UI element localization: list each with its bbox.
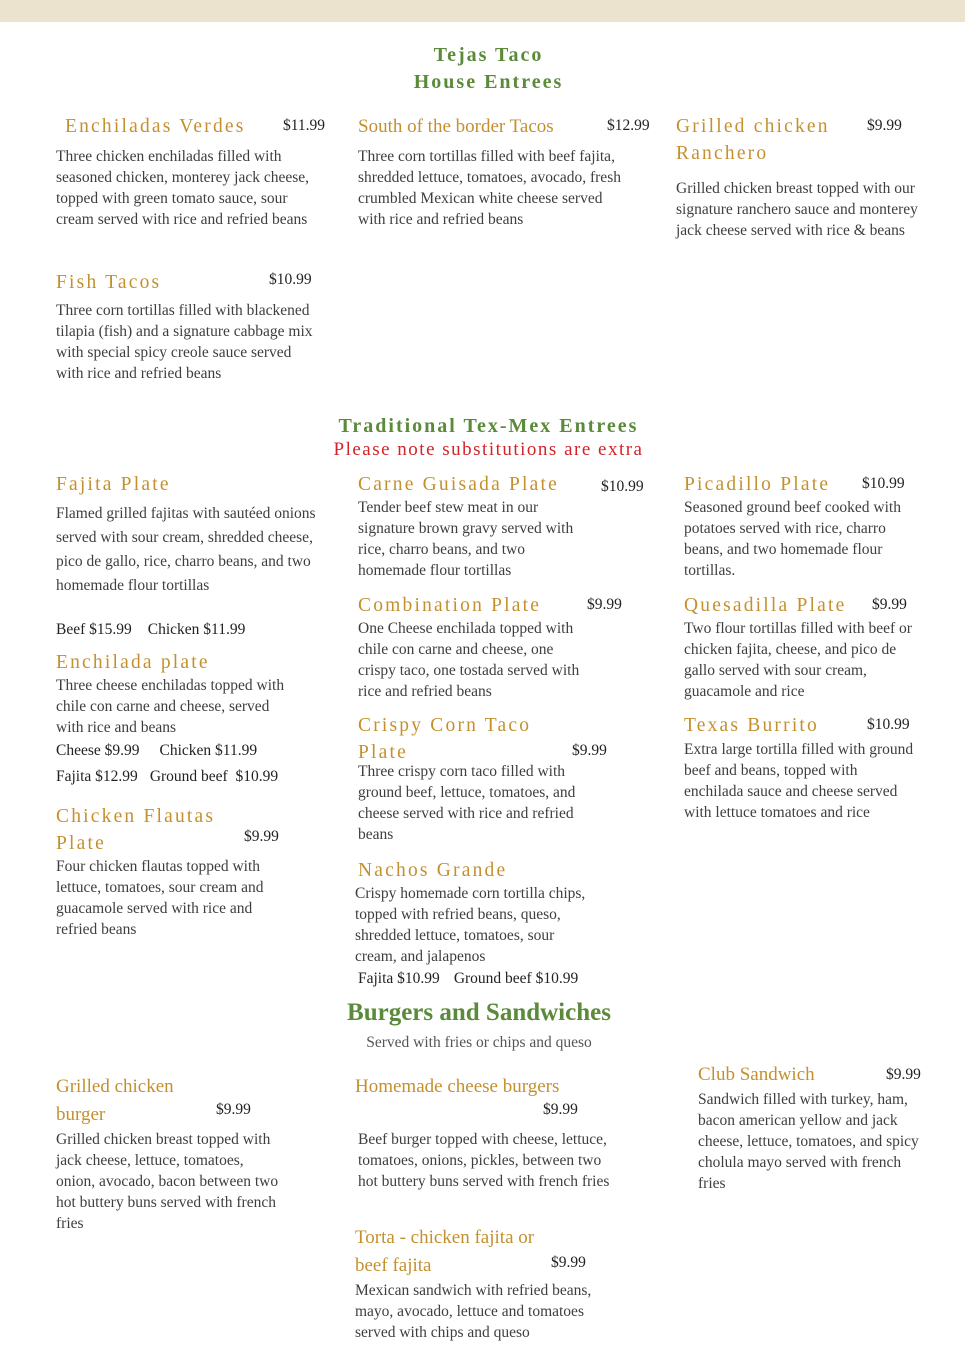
item-name-south-border-tacos: South of the border Tacos [358, 116, 554, 137]
item-name-enchiladas-verdes: Enchiladas Verdes [65, 116, 246, 137]
item-name-enchilada-plate: Enchilada plate [56, 652, 210, 673]
item-desc-torta: Mexican sandwich with refried beans, mayo, avocado, lettuce and tomatoes served with chips and queso [355, 1282, 592, 1341]
item-price-torta: $9.99 [551, 1254, 586, 1271]
item-desc-fajita-plate: Flamed grilled fajitas with sautéed onions served with sour cream, shredded cheese, pico de gallo, rice, charro beans, and two homemade flour tortillas [56, 505, 316, 594]
item-desc-picadillo: Seasoned ground beef cooked with potatoes served with rice, charro beans, and two homemade flour tortillas. [684, 499, 901, 579]
item-name-quesadilla: Quesadilla Plate [684, 595, 847, 616]
item-desc-crispy-corn-taco: Three crispy corn taco filled with ground beef, lettuce, tomatoes, and cheese served with rice and refried beans [358, 763, 576, 843]
item-desc-grilled-chicken-ranchero: Grilled chicken breast topped with our signature ranchero sauce and monterey jack cheese served with rice & beans [676, 180, 918, 239]
item-desc-club-sandwich: Sandwich filled with turkey, ham, bacon american yellow and jack cheese, lettuce, tomatoes, and spicy cholula mayo served with french fries [698, 1091, 919, 1192]
item-price-south-border-tacos: $12.99 [607, 117, 650, 134]
item-name-nachos-grande: Nachos Grande [358, 860, 508, 881]
item-desc-enchilada-plate: Three cheese enchiladas topped with chile con carne and cheese, served with rice and beans [56, 677, 285, 736]
item-desc-south-border-tacos: Three corn tortillas filled with beef fajita, shredded lettuce, tomatoes, avocado, fresh crumbled Mexican white cheese served with rice and refried beans [358, 148, 621, 228]
item-price-fish-tacos: $10.99 [269, 271, 312, 288]
item-options-fajita-plate [56, 621, 245, 639]
item-name-grilled-chicken-ranchero: Grilled chicken Ranchero [676, 116, 830, 164]
enchilada-cheese-price: Cheese $9.99 [56, 742, 140, 759]
item-name-crispy-corn-taco: Crispy Corn Taco Plate [358, 715, 532, 763]
item-price-texas-burrito: $10.99 [867, 716, 910, 733]
item-price-carne-guisada: $10.99 [601, 478, 644, 495]
top-banner-strip [0, 0, 965, 22]
item-options-enchilada-row1 [56, 742, 257, 760]
item-price-cheese-burgers: $9.99 [543, 1101, 578, 1118]
item-options-nachos [358, 970, 578, 988]
item-price-combination-plate: $9.99 [587, 596, 622, 613]
item-desc-carne-guisada: Tender beef stew meat in our signature brown gravy served with rice, charro beans, and two homemade flour tortillas [358, 499, 574, 579]
item-name-picadillo: Picadillo Plate [684, 474, 831, 495]
fajita-chicken-price: Chicken $11.99 [147, 621, 246, 638]
item-options-enchilada-row2 [56, 768, 278, 786]
section-title-burgers: Burgers and Sandwiches [347, 999, 611, 1026]
substitution-note: Please note substitutions are extra [333, 439, 644, 460]
item-price-quesadilla: $9.99 [872, 596, 907, 613]
restaurant-name: Tejas Taco [433, 44, 544, 66]
burgers-subtitle: Served with fries or chips and queso [366, 1034, 592, 1051]
enchilada-groundbeef-price: Ground beef $10.99 [149, 768, 279, 785]
enchilada-chicken-price: Chicken $11.99 [159, 742, 258, 759]
item-price-picadillo: $10.99 [862, 475, 905, 492]
item-desc-cheese-burgers: Beef burger topped with cheese, lettuce, tomatoes, onions, pickles, between two hot buttery buns served with french fries [358, 1131, 610, 1190]
item-name-grilled-chicken-burger: Grilled chicken burger [56, 1076, 174, 1125]
nachos-fajita-price: Fajita $10.99 [358, 970, 440, 987]
item-desc-combination-plate: One Cheese enchilada topped with chile con carne and cheese, one crispy taco, one tostada served with rice and refried beans [358, 620, 580, 700]
item-price-grilled-chicken-ranchero: $9.99 [867, 117, 902, 134]
item-name-fajita-plate: Fajita Plate [56, 474, 171, 495]
fajita-beef-price: Beef $15.99 [56, 621, 132, 638]
item-name-torta: Torta - chicken fajita or beef fajita [355, 1227, 535, 1276]
section-title-texmex: Traditional Tex-Mex Entrees [338, 415, 639, 437]
section-title-house-entrees: House Entrees [413, 71, 564, 93]
item-name-chicken-flautas: Chicken Flautas Plate [56, 806, 216, 854]
item-desc-chicken-flautas: Four chicken flautas topped with lettuce, tomatoes, sour cream and guacamole served with rice and refried beans [56, 858, 264, 938]
item-name-carne-guisada: Carne Guisada Plate [358, 474, 559, 495]
item-desc-texas-burrito: Extra large tortilla filled with ground beef and beans, topped with enchilada sauce and cheese served with lettuce tomatoes and rice [684, 741, 914, 821]
item-desc-nachos-grande: Crispy homemade corn tortilla chips, topped with refried beans, queso, shredded lettuce, tomatoes, sour cream, and jalapenos [355, 885, 586, 965]
item-name-texas-burrito: Texas Burrito [684, 715, 820, 736]
item-name-club-sandwich: Club Sandwich [698, 1064, 815, 1085]
item-name-cheese-burgers: Homemade cheese burgers [355, 1076, 560, 1097]
item-name-combination-plate: Combination Plate [358, 595, 542, 616]
item-desc-fish-tacos: Three corn tortillas filled with blackened tilapia (fish) and a signature cabbage mix with special spicy creole sauce served with rice and refried beans [56, 302, 313, 382]
item-price-grilled-chicken-burger: $9.99 [216, 1101, 251, 1118]
item-name-fish-tacos: Fish Tacos [56, 272, 162, 293]
item-price-club-sandwich: $9.99 [886, 1066, 921, 1083]
item-desc-quesadilla: Two flour tortillas filled with beef or chicken fajita, cheese, and pico de gallo served with sour cream, guacamole and rice [684, 620, 912, 700]
enchilada-fajita-price: Fajita $12.99 [56, 768, 138, 785]
item-price-chicken-flautas: $9.99 [244, 828, 279, 845]
item-price-crispy-corn-taco: $9.99 [572, 742, 607, 759]
item-price-enchiladas-verdes: $11.99 [283, 117, 326, 134]
item-desc-enchiladas-verdes: Three chicken enchiladas filled with seasoned chicken, monterey jack cheese, topped with green tomato sauce, sour cream served with rice and refried beans [56, 148, 310, 228]
nachos-groundbeef-price: Ground beef $10.99 [453, 970, 579, 987]
item-desc-grilled-chicken-burger: Grilled chicken breast topped with jack cheese, lettuce, tomatoes, onion, avocado, bacon between two hot buttery buns served with french fries [56, 1131, 279, 1232]
